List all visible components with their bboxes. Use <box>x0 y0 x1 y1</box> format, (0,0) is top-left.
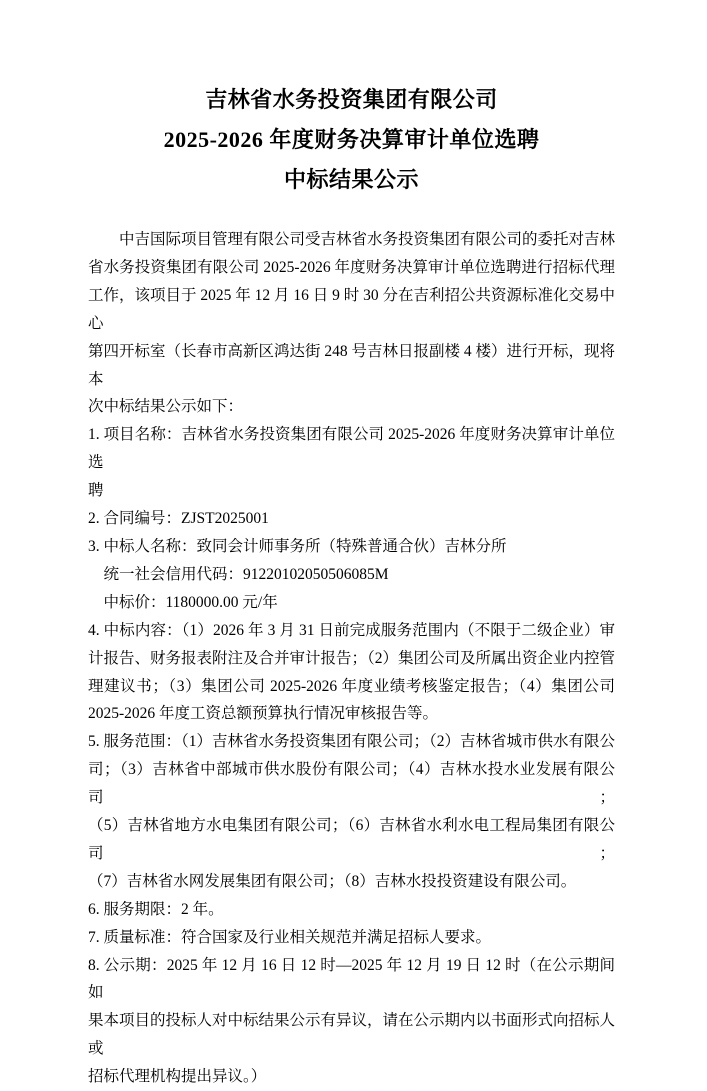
text-line: 省水务投资集团有限公司 2025-2026 年度财务决算审计单位选聘进行招标代理 <box>88 258 615 276</box>
document-body <box>88 226 615 1091</box>
item-8-publicity-period <box>88 952 615 1091</box>
text-line: 6. 服务期限：2 年。 <box>88 900 224 918</box>
text-line: 8. 公示期：2025 年 12 月 16 日 12 时—2025 年 12 月 19 日 12 时（在公示期间如 <box>88 956 615 1002</box>
text-line: 工作，该项目于 2025 年 12 月 16 日 9 时 30 分在吉利招公共资源标准化交易中心 <box>88 286 616 332</box>
text-line: 中标价：1180000.00 元/年 <box>88 593 278 611</box>
text-line: 4. 中标内容：（1）2026 年 3 月 31 日前完成服务范围内（不限于二级企业）审 <box>88 621 615 639</box>
text-line: 果本项目的投标人对中标结果公示有异议，请在公示期内以书面形式向招标人或 <box>88 1012 616 1058</box>
text-line: （7）吉林省水网发展集团有限公司；（8）吉林水投投资建设有限公司。 <box>88 872 577 890</box>
title-line-project: 2025-2026 年度财务决算审计单位选聘 <box>163 127 540 152</box>
text-line: 计报告、财务报表附注及合并审计报告；（2）集团公司及所属出资企业内控管 <box>88 649 616 667</box>
intro-paragraph <box>88 226 615 421</box>
item-3-bid-price <box>88 589 615 617</box>
text-line: 聘 <box>88 482 104 500</box>
item-4-award-content <box>88 617 615 729</box>
text-line: 次中标结果公示如下： <box>88 398 244 416</box>
title-line-result: 中标结果公示 <box>283 167 419 192</box>
text-line: 招标代理机构提出异议。） <box>88 1068 267 1086</box>
item-1-project-name <box>88 421 615 505</box>
text-line: 第四开标室（长春市高新区鸿达街 248 号吉林日报副楼 4 楼）进行开标，现将本 <box>88 342 616 388</box>
text-line: 2025-2026 年度工资总额预算执行情况审核报告等。 <box>88 705 439 723</box>
text-line: 5. 服务范围：（1）吉林省水务投资集团有限公司；（2）吉林省城市供水有限公 <box>88 733 616 751</box>
document-title <box>88 80 615 200</box>
text-line: （5）吉林省地方水电集团有限公司；（6）吉林省水利水电工程局集团有限公司； <box>88 817 615 862</box>
text-line: 司；（3）吉林省中部城市供水股份有限公司；（4）吉林水投水业发展有限公司； <box>88 761 615 807</box>
item-2-contract-number <box>88 505 615 533</box>
item-5-service-scope <box>88 728 615 895</box>
item-3-credit-code <box>88 561 615 589</box>
text-line: 中吉国际项目管理有限公司受吉林省水务投资集团有限公司的委托对吉林 <box>88 231 616 248</box>
text-line: 7. 质量标准：符合国家及行业相关规范并满足招标人要求。 <box>88 928 492 946</box>
item-3-winner-name <box>88 533 615 561</box>
text-line: 1. 项目名称：吉林省水务投资集团有限公司 2025-2026 年度财务决算审计单位选 <box>88 426 615 472</box>
text-line: 统一社会信用代码：91220102050506085M <box>88 565 389 583</box>
text-line: 2. 合同编号：ZJST2025001 <box>88 510 269 528</box>
item-7-quality-standard <box>88 924 615 952</box>
title-line-company: 吉林省水务投资集团有限公司 <box>205 87 498 112</box>
item-6-service-term <box>88 896 615 924</box>
text-line: 3. 中标人名称：致同会计师事务所（特殊普通合伙）吉林分所 <box>88 537 507 555</box>
text-line: 理建议书；（3）集团公司 2025-2026 年度业绩考核鉴定报告；（4）集团公司 <box>88 677 615 695</box>
